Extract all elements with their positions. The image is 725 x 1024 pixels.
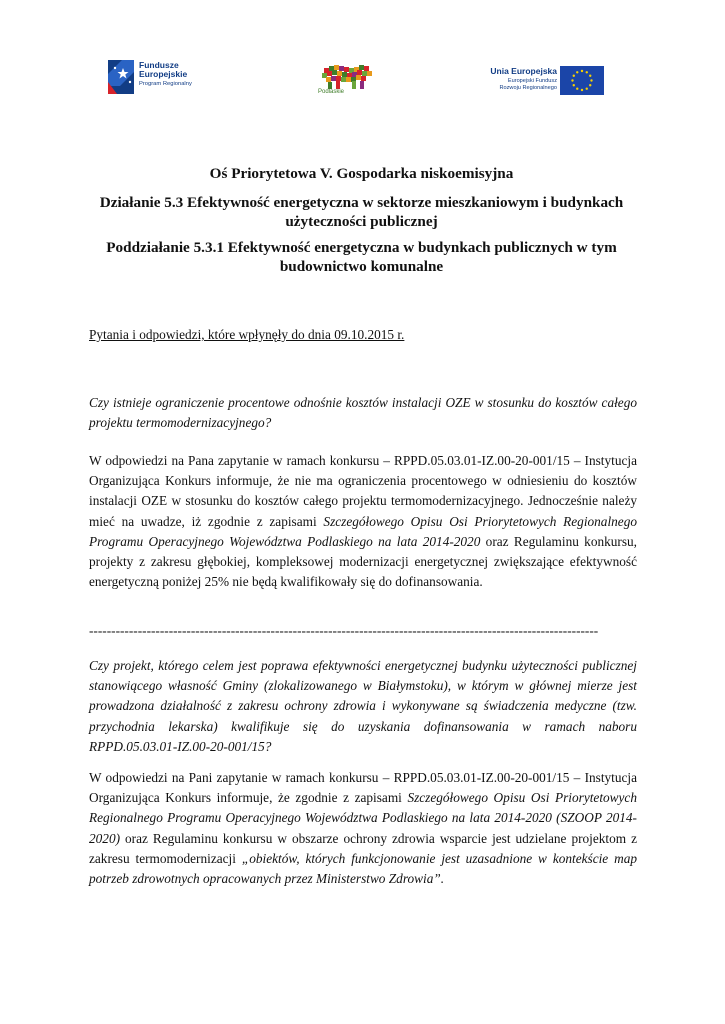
podlaskie-bison-icon: [314, 62, 376, 90]
answer-1-text-a: W odpowiedzi na Pana zapytanie w ramach konkursu – RPPD.05.03.01-IZ.00-20-001/15 – Instytucja Organizująca Konkurs informuje, że nie ma ograniczenia procentowego w odniesieniu do kosztów instalacji OZE w stosunku do kosztów całego projektu termomodernizacyjnego. Jednocześnie należy mieć na uwadze, iż zgodnie z zapisami: [89, 453, 637, 529]
priority-axis-heading: Oś Priorytetowa V. Gospodarka niskoemisyjna: [209, 165, 514, 182]
fe-logo-line3: Program Regionalny: [139, 81, 192, 87]
fe-logo-line1: Fundusze: [139, 60, 179, 70]
podlaskie-logo-label: Podlaskie: [318, 89, 345, 95]
subaction-heading: Poddziałanie 5.3.1 Efektywność energetyczna w budynkach publicznych w tym budownictwo komunalne: [106, 239, 617, 275]
question-2: Czy projekt, którego celem jest poprawa efektywności energetycznej budynku użyteczności publicznej stanowiącego własność Gminy (zlokalizowanego w Białymstoku), w którym w głównej mierze jest prowadzona działalność z zakresu ochrony zdrowia i wykonywane są świadczenia medyczne (tzw. przychodnia lekarska) kwalifikuje się do uzyskania dofinansowania w ramach naboru RPPD.05.03.01-IZ.00-20-001/15?: [89, 658, 637, 754]
answer-1-doc-title: Szczegółowego Opisu Osi Priorytetowych Regionalnego Programu Operacyjnego Województwa Podlaskiego na lata 2014-2020: [89, 513, 637, 549]
answer-2-text-a: W odpowiedzi na Pani zapytanie w ramach konkursu – RPPD.05.03.01-IZ.00-20-001/15 – Instytucja Organizująca Konkurs informuje, że zgodnie z zapisami: [89, 770, 637, 806]
answer-1-text-b: oraz Regulaminu konkursu, projekty z zakresu głębokiej, kompleksowej modernizacji energetycznej zwiększające efektywność energetyczną poniżej 25% nie będą kwalifikowały się do dofinansowania.: [89, 533, 637, 590]
question-1: Czy istnieje ograniczenie procentowe odnośnie kosztów instalacji OZE w stosunku do kosztów całego projektu termomodernizacyjnego?: [89, 395, 637, 431]
answer-2-text-b: oraz Regulaminu konkursu w obszarze ochrony zdrowia wsparcie jest udzielane projektom z zakresu termomodernizacji: [89, 830, 637, 866]
unia-europejska-logo: [474, 66, 604, 96]
answer-1: [89, 451, 637, 592]
fundusze-europejskie-flag-icon: [108, 60, 134, 94]
qa-intro: Pytania i odpowiedzi, które wpłynęły do dnia 09.10.2015 r.: [89, 327, 405, 342]
answer-2-quote: „obiektów, których funkcjonowanie jest uzasadnione w kontekście map potrzeb zdrowotnych opracowanych przez Ministerstwo Zdrowia”.: [89, 850, 637, 887]
fe-logo-line2: Europejskie: [139, 69, 188, 79]
answer-2: [89, 768, 637, 889]
answer-2-doc-title: Szczegółowego Opisu Osi Priorytetowych Regionalnego Programu Operacyjnego Województwa Podlaskiego na lata 2014-2020 (SZOOP 2014-2020): [89, 790, 637, 846]
ue-logo-line2: Europejski Fundusz: [507, 78, 557, 84]
eu-flag-icon: [560, 66, 604, 95]
ue-logo-title: Unia Europejska: [490, 66, 557, 76]
section-separator: -------------------------------------------------------------------------------------------------------------------: [89, 623, 599, 638]
fundusze-europejskie-logo: [108, 60, 218, 96]
podlaskie-logo: [314, 62, 376, 102]
action-heading: Działanie 5.3 Efektywność energetyczna w sektorze mieszkaniowym i budynkach użyteczności publicznej: [99, 194, 624, 230]
ue-logo-line3: Rozwoju Regionalnego: [499, 85, 557, 91]
